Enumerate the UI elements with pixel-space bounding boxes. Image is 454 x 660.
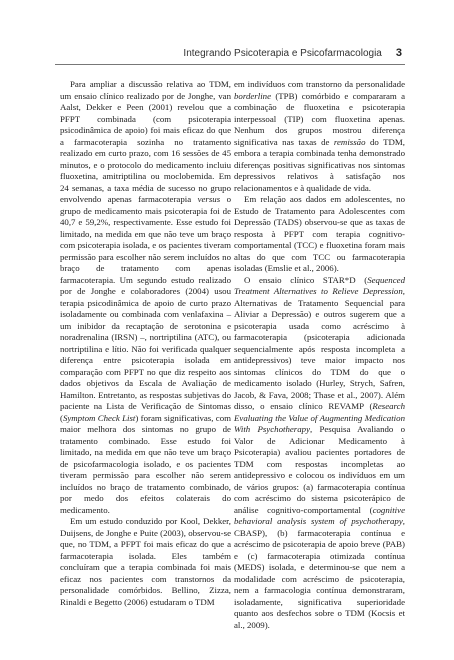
paragraph: O ensaio clínico STAR*D (Sequenced Treatment Alternatives to Relieve Depression, Alternativas de Tratamento Sequencial para Aliviar a Depressão) e outros sugerem que a psicoterapia usada como acréscimo à farmacoterapia (psicoterapia adicionada sequencialmente após resposta incompleta a antidepressivos) teve maior impacto nos sintomas clínicos do TDM do que o medicamento isolado (Hurley, Strych, Safren, Jacob, & Fava, 2008; Thase et al., 2007). Além disso, o ensaio clínico REVAMP (Research Evaluating the Value of Augmenting Medication With Psychotherapy, Pesquisa Avaliando o Valor de Adicionar Medicamento à Psicoterapia) avaliou pacientes portadores de TDM com respostas incompletas ao antidepressivo e colocou os indivíduos em um de vários grupos: (a) farmacoterapia contínua com acréscimo do sistema psicoterápico de análise cognitivo-comportamental (cognitive behavioral analysis system of psychotherapy, CBASP), (b) farmacoterapia contínua e acréscimo de psicoterapia de apoio breve (PAB) e (c) farmacoterapia otimizada contínua (MEDS) isolada, e determinou-se que nem a modalidade com acréscimo de psicoterapia, nem a farmacologia contínua demonstraram, isoladamente, significativa superioridade quanto aos desfechos sobre o TDM (Kocsis et al., 2009). bbox=[234, 274, 405, 630]
paragraph: Em relação aos dados em adolescentes, no Estudo de Tratamento para Adolescentes com Depressão (TADS) observou-se que as taxas de resposta à PFPT com terapia cognitivo-comportamental (TCC) e fluoxetina foram mais altas do que com TCC ou farmacoterapia isoladas (Emslie et al., 2006). bbox=[234, 194, 405, 273]
paragraph: Em um estudo conduzido por Kool, Dekker, Duijsens, de Jonghe e Puite (2003), observou-se que, no TDM, a PFPT foi mais eficaz do que a farmacoterapia isolada. Eles também concluíram que a terapia combinada foi mais eficaz nos pacientes com transtornos da personalidade comórbidos. Bellino, Zizza, Rinaldi e Begetto (2006) estudaram o TDM bbox=[60, 516, 231, 607]
page-number: 3 bbox=[395, 47, 402, 59]
running-head bbox=[183, 47, 402, 59]
header-rule bbox=[55, 64, 405, 65]
running-title: Integrando Psicoterapia e Psicofarmacologia bbox=[183, 48, 382, 59]
paragraph: em indivíduos com transtorno da personalidade borderline (TPB) comórbido e compararam a combinação de fluoxetina e psicoterapia interpessoal (TIP) com fluoxetina apenas. Nenhum dos grupos mostrou diferença significativa nas taxas de remissão do TDM, embora a terapia combinada tenha demonstrado diferenças positivas significativas nos sintomas depressivos relativos à satisfação nos relacionamentos e à qualidade de vida. bbox=[234, 79, 405, 193]
paragraph: Para ampliar a discussão relativa ao TDM, um ensaio clínico realizado por de Jonghe, van Aalst, Dekker e Peen (2001) revelou que a PFPT combinada (com psicoterapia psicodinâmica de apoio) foi mais eficaz do que a farmacoterapia sozinha no tratamento realizado em curto prazo, com 16 sessões de 45 minutos, e o protocolo do medicamento incluiu fluoxetina, amitriptilina ou moclobemida. Em 24 semanas, a taxa média de sucesso no grupo envolvendo apenas farmacoterapia versus o grupo de medicamento mais psicoterapia foi de 40,7 e 59,2%, respectivamente. Esse estudo foi limitado, na medida em que não teve um braço com psicoterapia isolada, e os pacientes tiveram permissão para escolher não serem incluídos no braço de tratamento com apenas farmacoterapia. Um segundo estudo realizado por de Jonghe e colaboradores (2004) usou terapia psicodinâmica de apoio de curto prazo isoladamente ou combinada com venlafaxina – um inibidor da recaptação de serotonina e noradrenalina (IRSN) –, nortriptilina (ATC), ou nortriptilina e lítio. Não foi verificada qualquer diferença entre psicoterapia isolada em comparação com PFPT no que diz respeito aos dados objetivos da Escala de Avaliação de Hamilton. Entretanto, as respostas subjetivas do paciente na Lista de Verificação de Sintomas (Symptom Check List) foram significativas, com maior melhora dos sintomas no grupo de tratamento combinado. Esse estudo foi limitado, na medida em que não teve um braço de psicofarmacologia isolado, e os pacientes tiveram permissão para escolher não serem incluídos no braço de tratamento combinado, por medo dos efeitos colaterais do medicamento. bbox=[60, 79, 231, 515]
right-column bbox=[234, 79, 405, 631]
left-column bbox=[60, 79, 231, 608]
